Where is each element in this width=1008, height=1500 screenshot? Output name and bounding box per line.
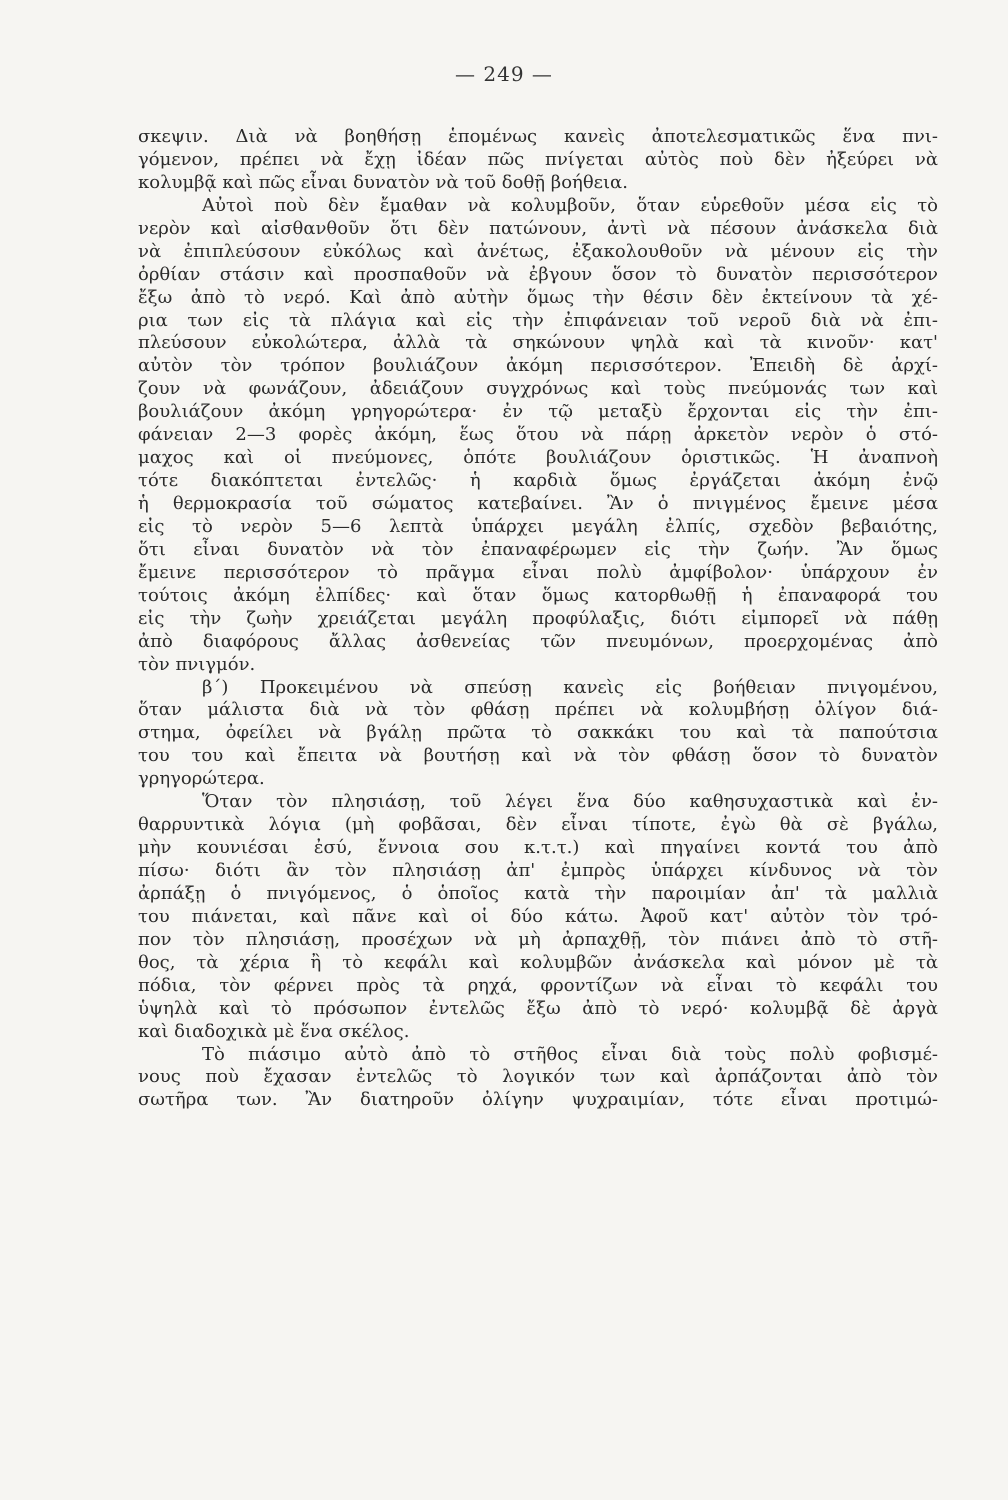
text-line: πίσω· διότι ἂν τὸν πλησιάσῃ ἀπ' ἐμπρὸς ὑπάρχει κίνδυνος νὰ τὸν — [138, 860, 938, 881]
text-line: μαχος καὶ οἱ πνεύμονες, ὁπότε βουλιάζουν ὁριστικῶς. Ἡ ἀναπνοὴ — [138, 447, 938, 469]
text-line: σωτῆρα των. Ἂν διατηροῦν ὀλίγην ψυχραιμίαν, τότε εἶναι προτιμώ- — [138, 1089, 938, 1111]
text-line: στημα, ὀφείλει νὰ βγάλῃ πρῶτα τὸ σακκάκι του καὶ τὰ παπούτσια — [138, 722, 938, 744]
text-line: βουλιάζουν ἀκόμη γρηγορώτερα· ἐν τῷ μεταξὺ ἔρχονται εἰς τὴν ἐπι- — [138, 401, 938, 423]
text-line: καὶ διαδοχικὰ μὲ ἕνα σκέλος. — [138, 1020, 410, 1042]
text-line: θος, τὰ χέρια ἢ τὸ κεφάλι καὶ κολυμβῶν ἀνάσκελα καὶ μόνον μὲ τὰ — [138, 951, 938, 973]
text-line: πόδια, τὸν φέρνει πρὸς τὰ ρηχά, φροντίζων νὰ εἶναι τὸ κεφάλι του — [138, 974, 938, 996]
text-line: του του καὶ ἔπειτα νὰ βουτήσῃ καὶ νὰ τὸν φθάσῃ ὅσον τὸ δυνατὸν — [138, 745, 938, 767]
text-line: ὑψηλὰ καὶ τὸ πρόσωπον ἐντελῶς ἔξω ἀπὸ τὸ νερό· κολυμβᾷ δὲ ἀργὰ — [138, 997, 938, 1019]
text-line: ἔξω ἀπὸ τὸ νερό. Καὶ ἀπὸ αὐτὴν ὅμως τὴν θέσιν δὲν ἐκτείνουν τὰ χέ- — [138, 286, 938, 308]
text-line: νὰ ἐπιπλεύσουν εὐκόλως καὶ ἀνέτως, ἐξακολουθοῦν νὰ μένουν εἰς τὴν — [138, 240, 938, 262]
page-number: — 249 — — [455, 62, 553, 86]
text-line: εἰς τὴν ζωὴν χρειάζεται μεγάλη προφύλαξις, διότι εἰμπορεῖ νὰ πάθῃ — [138, 607, 938, 629]
text-line: κολυμβᾷ καὶ πῶς εἶναι δυνατὸν νὰ τοῦ δοθῇ βοήθεια. — [138, 171, 628, 193]
text-line: αὐτὸν τὸν τρόπον βουλιάζουν ἀκόμη περισσότερον. Ἐπειδὴ δὲ ἀρχί- — [138, 355, 938, 377]
text-line: ρια των εἰς τὰ πλάγια καὶ εἰς τὴν ἐπιφάνειαν τοῦ νεροῦ διὰ νὰ ἐπι- — [138, 309, 938, 331]
text-line: ἀπὸ διαφόρους ἄλλας ἀσθενείας τῶν πνευμόνων, προερχομένας ἀπὸ — [138, 630, 938, 652]
text-line: ὅτι εἶναι δυνατὸν νὰ τὸν ἐπαναφέρωμεν εἰς τὴν ζωήν. Ἂν ὅμως — [138, 538, 938, 560]
text-line: ζουν νὰ φωνάζουν, ἀδειάζουν συγχρόνως καὶ τοὺς πνεύμονάς των καὶ — [138, 378, 938, 400]
text-line: εἰς τὸ νερὸν 5—6 λεπτὰ ὑπάρχει μεγάλη ἐλπίς, σχεδὸν βεβαιότης, — [138, 515, 938, 537]
text-line: ἔμεινε περισσότερον τὸ πρᾶγμα εἶναι πολὺ ἀμφίβολον· ὑπάρχουν ἐν — [138, 561, 938, 583]
text-line: πλεύσουν εὐκολώτερα, ἀλλὰ τὰ σηκώνουν ψηλὰ καὶ τὰ κινοῦν· κατ' — [138, 332, 938, 354]
text-line: θαρρυντικὰ λόγια (μὴ φοβᾶσαι, δὲν εἶναι τίποτε, ἐγὼ θὰ σὲ βγάλω, — [138, 814, 938, 836]
text-line: φάνειαν 2—3 φορὲς ἀκόμη, ἕως ὅτου νὰ πάρῃ ἀρκετὸν νερὸν ὁ στό- — [138, 424, 938, 446]
text-line: σκεψιν. Διὰ νὰ βοηθήσῃ ἑπομένως κανεὶς ἀποτελεσματικῶς ἕνα πνι- — [138, 126, 938, 147]
text-line: νερὸν καὶ αἰσθανθοῦν ὅτι δὲν πατώνουν, ἀντὶ νὰ πέσουν ἀνάσκελα διὰ — [138, 217, 938, 239]
text-line: Τὸ πιάσιμο αὐτὸ ἀπὸ τὸ στῆθος εἶναι διὰ τοὺς πολὺ φοβισμέ- — [202, 1043, 938, 1065]
text-line: τὸν πνιγμόν. — [138, 653, 256, 675]
text-line: Ὅταν τὸν πλησιάσῃ, τοῦ λέγει ἕνα δύο καθησυχαστικὰ καὶ ἐν- — [202, 791, 938, 813]
body-text — [138, 126, 938, 1112]
text-line: ἀρπάξῃ ὁ πνιγόμενος, ὁ ὁποῖος κατὰ τὴν παροιμίαν ἀπ' τὰ μαλλιὰ — [138, 882, 938, 904]
text-line: γρηγορώτερα. — [138, 768, 265, 790]
text-line: ὅταν μάλιστα διὰ νὰ τὸν φθάσῃ πρέπει νὰ κολυμβήσῃ ὀλίγον διά- — [138, 699, 938, 721]
text-line: Αὐτοὶ ποὺ δὲν ἔμαθαν νὰ κολυμβοῦν, ὅταν εὑρεθοῦν μέσα εἰς τὸ — [202, 194, 938, 216]
text-line: του πιάνεται, καὶ πᾶνε καὶ οἱ δύο κάτω. Ἀφοῦ κατ' αὐτὸν τὸν τρό- — [138, 905, 938, 927]
text-line: πον τὸν πλησιάσῃ, προσέχων νὰ μὴ ἀρπαχθῇ, τὸν πιάνει ἀπὸ τὸ στῆ- — [138, 928, 938, 950]
text-line: ἡ θερμοκρασία τοῦ σώματος κατεβαίνει. Ἂν ὁ πνιγμένος ἔμεινε μέσα — [138, 493, 938, 514]
text-line: γόμενον, πρέπει νὰ ἔχῃ ἰδέαν πῶς πνίγεται αὐτὸς ποὺ δὲν ἠξεύρει νὰ — [138, 148, 938, 170]
text-line: ὀρθίαν στάσιν καὶ προσπαθοῦν νὰ ἐβγουν ὅσον τὸ δυνατὸν περισσότερον — [138, 263, 938, 285]
text-line: τούτοις ἀκόμη ἐλπίδες· καὶ ὅταν ὅμως κατορθωθῇ ἡ ἐπαναφορά του — [138, 584, 938, 606]
text-line: μὴν κουνιέσαι ἐσύ, ἔννοια σου κ.τ.τ.) καὶ πηγαίνει κοντά του ἀπὸ — [138, 837, 938, 859]
text-line: β΄) Προκειμένου νὰ σπεύσῃ κανεὶς εἰς βοήθειαν πνιγομένου, — [202, 676, 938, 698]
text-line: τότε διακόπτεται ἐντελῶς· ἡ καρδιὰ ὅμως ἐργάζεται ἀκόμη ἐνῷ — [138, 470, 938, 492]
text-line: νους ποὺ ἔχασαν ἐντελῶς τὸ λογικόν των καὶ ἀρπάζονται ἀπὸ τὸν — [138, 1066, 938, 1088]
